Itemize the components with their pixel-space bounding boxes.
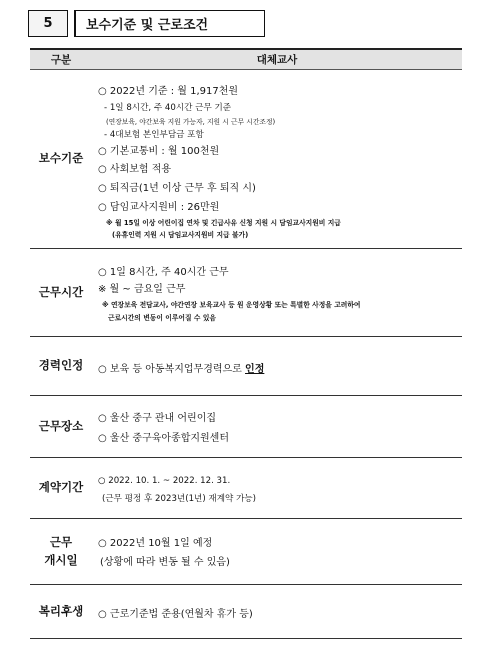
row-pay [30,70,462,249]
row-label: 근무시간 [38,284,84,299]
row-label: 경력인정 [38,358,84,373]
pay-line: (연장보육, 야간보육 지원 가능자, 지원 시 근무 시간조정) [106,118,276,126]
row-content [92,396,462,457]
hours-line: ※ 월 ~ 금요일 근무 [98,284,186,295]
row-content [92,519,462,584]
pay-line: ○ 퇴직금(1년 이상 근무 후 퇴직 시) [98,183,256,194]
pay-line: ○ 담임교사지원비 : 26만원 [98,202,220,213]
row-content [92,585,462,638]
row-label: 복리후생 [38,603,84,618]
row-label: 근무장소 [38,418,84,433]
period-line: ○ 2022. 10. 1. ~ 2022. 12. 31. [98,476,231,486]
row-career [30,337,462,396]
pay-note: (유휴인력 지원 시 담임교사지원비 지급 불가) [112,231,249,239]
pay-line: ○ 2022년 기준 : 월 1,917천원 [98,86,239,97]
hours-note: ※ 연장보육 전담교사, 야간연장 보육교사 등 원 운영상황 또는 특별한 사정을 고려하여 [102,301,361,309]
row-content [92,70,462,248]
header-substitute-teacher: 대체교사 [256,54,298,66]
row-start [30,519,462,585]
start-line: (상황에 따라 변동 될 수 있음) [100,557,230,568]
row-place [30,396,462,458]
row-label: 보수기준 [38,151,84,166]
section-title: 보수기준 및 근로조건 [74,10,265,37]
row-content [92,458,462,518]
row-content [92,337,462,395]
row-label: 계약기간 [38,480,84,495]
conditions-table [30,48,462,639]
pay-note: ※ 월 15일 이상 어린이집 연차 및 긴급사유 신청 지원 시 담임교사지원비 지급 [106,219,341,227]
place-line: ○ 울산 중구육아종합지원센터 [98,433,230,444]
section-header [28,10,265,37]
row-label [30,519,92,584]
hours-note: 근로시간의 변동이 이루어질 수 있음 [108,314,216,322]
career-text: ○ 보육 등 아동복지업무경력으로 [98,364,246,375]
section-number: 5 [28,10,68,37]
pay-line: - 4대보험 본인부담금 포함 [104,130,204,140]
start-label-1: 근무 [49,535,73,550]
row-content [92,249,462,336]
pay-line: - 1일 8시간, 주 40시간 근무 기준 [104,103,232,113]
row-hours [30,249,462,337]
start-line: ○ 2022년 10월 1일 예정 [98,538,213,549]
row-welfare [30,585,462,639]
row-period [30,458,462,519]
career-emphasis: 인정 [245,364,265,375]
period-line: (근무 평정 후 2023년(1년) 재계약 가능) [102,494,257,504]
pay-line: ○ 기본교통비 : 월 100천원 [98,146,220,157]
career-line [98,360,264,375]
hours-line: ○ 1일 8시간, 주 40시간 근무 [98,267,229,278]
place-line: ○ 울산 중구 관내 어린이집 [98,413,217,424]
table-header [30,48,462,70]
start-label-2: 개시일 [44,552,78,567]
header-category: 구분 [50,54,72,66]
welfare-line: ○ 근로기준법 준용(연월차 휴가 등) [98,609,253,620]
pay-line: ○ 사회보험 적용 [98,164,172,175]
